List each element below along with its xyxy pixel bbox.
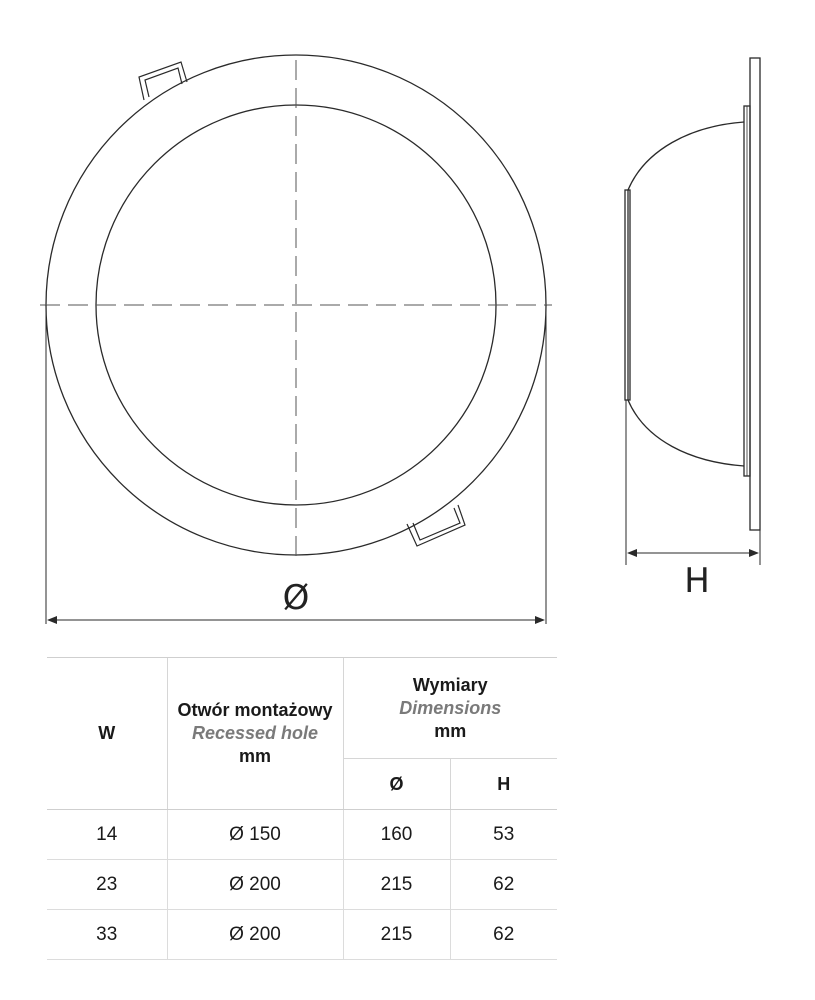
height-label: H xyxy=(684,561,710,601)
header-dimensions-unit: mm xyxy=(434,720,467,741)
header-height-label: H xyxy=(497,773,511,794)
mounting-clip-bottom xyxy=(407,505,465,546)
table-row xyxy=(47,860,557,910)
header-height xyxy=(450,759,557,810)
cell-hole: Ø 200 xyxy=(167,860,343,910)
header-dimensions-en: Dimensions xyxy=(399,697,502,718)
mounting-clip-top xyxy=(139,62,187,100)
table-row xyxy=(47,910,557,960)
header-dimensions xyxy=(343,658,557,759)
cell-height: 62 xyxy=(450,860,557,910)
dimensions-table xyxy=(47,657,557,960)
center-lines xyxy=(40,60,552,556)
header-power-label: W xyxy=(98,723,116,743)
cell-diameter: 215 xyxy=(343,910,450,960)
cell-power: 14 xyxy=(47,810,167,860)
cell-hole: Ø 150 xyxy=(167,810,343,860)
header-dimensions-pl: Wymiary xyxy=(412,674,488,695)
side-body xyxy=(628,122,744,466)
cell-height: 62 xyxy=(450,910,557,960)
cell-height: 53 xyxy=(450,810,557,860)
header-power xyxy=(47,658,167,810)
header-recessed-hole-pl: Otwór montażowy xyxy=(177,700,333,720)
side-view xyxy=(625,58,760,565)
header-recessed-hole xyxy=(167,658,343,810)
table-row xyxy=(47,810,557,860)
cell-power: 23 xyxy=(47,860,167,910)
cell-diameter: 215 xyxy=(343,860,450,910)
side-flange xyxy=(750,58,760,530)
cell-diameter: 160 xyxy=(343,810,450,860)
header-diameter xyxy=(343,759,450,810)
cell-hole: Ø 200 xyxy=(167,910,343,960)
diameter-label: Ø xyxy=(282,578,310,618)
header-recessed-hole-en: Recessed hole xyxy=(191,723,319,743)
header-recessed-hole-unit: mm xyxy=(238,746,271,766)
cell-power: 33 xyxy=(47,910,167,960)
front-view xyxy=(40,55,552,624)
header-diameter-label: Ø xyxy=(389,773,404,794)
